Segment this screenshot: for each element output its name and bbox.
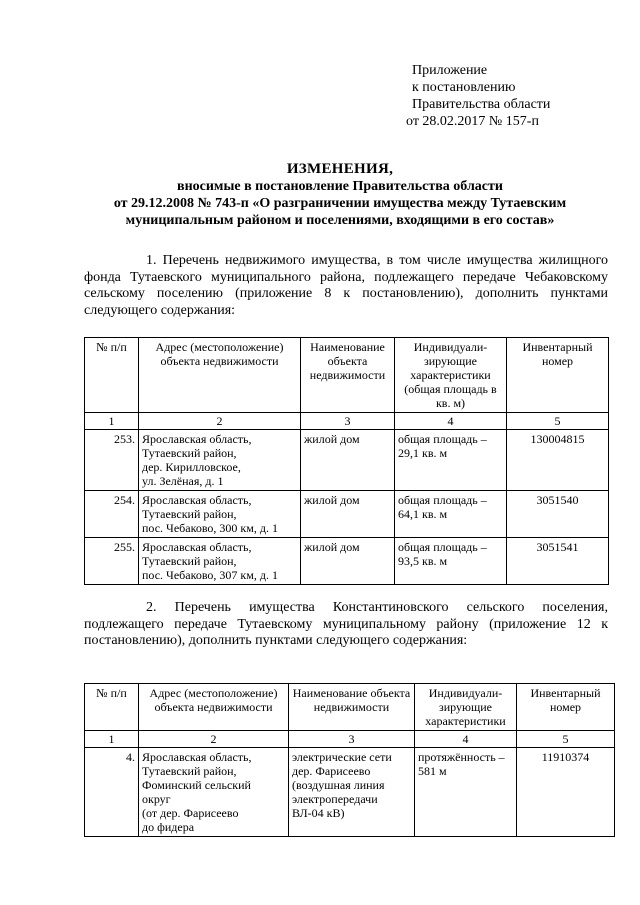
characteristics-line: общая площадь –	[398, 432, 487, 446]
appendix-line: к постановлению	[412, 80, 516, 95]
characteristics-line: общая площадь –	[398, 493, 487, 507]
characteristics-cell	[395, 538, 507, 585]
appendix-block	[406, 62, 551, 130]
address-line: дер. Кирилловское,	[142, 460, 241, 474]
address-line: Ярославская область,	[142, 432, 252, 446]
column-number: 3	[301, 413, 395, 430]
column-number: 3	[289, 731, 415, 748]
document-title	[60, 161, 620, 229]
address-cell	[139, 491, 301, 538]
characteristics-line: 29,1 кв. м	[398, 446, 448, 460]
table-row	[85, 748, 615, 837]
address-cell	[139, 538, 301, 585]
header-cell: Наименование объекта недвижимости	[289, 684, 415, 731]
characteristics-line: протяжённость –	[418, 750, 505, 764]
table-header-row	[85, 684, 615, 731]
header-cell: Индивидуали-зирующие характеристики	[415, 684, 517, 731]
column-number: 1	[85, 413, 139, 430]
column-number: 4	[395, 413, 507, 430]
header-cell: Адрес (местоположение) объекта недвижимости	[139, 684, 289, 731]
title-line: вносимые в постановление Правительства области	[177, 179, 503, 194]
characteristics-cell	[395, 491, 507, 538]
column-number: 5	[517, 731, 615, 748]
characteristics-cell	[395, 430, 507, 491]
object-name-line: электропередачи	[292, 792, 378, 806]
address-cell	[139, 748, 289, 837]
address-line: Тутаевский район,	[142, 507, 237, 521]
appendix-date: от 28.02.2017 № 157-п	[406, 114, 539, 129]
table-row	[85, 430, 609, 491]
address-line: Тутаевский район,	[142, 764, 237, 778]
header-cell: Наименование объекта недвижимости	[301, 338, 395, 413]
characteristics-line: 581 м	[418, 764, 447, 778]
address-line: до фидера	[142, 820, 195, 834]
column-number: 2	[139, 731, 289, 748]
title-line: от 29.12.2008 № 743-п «О разграничении имущества между Тутаевским	[113, 196, 567, 211]
header-cell: № п/п	[85, 684, 139, 731]
header-cell: № п/п	[85, 338, 139, 413]
address-line: пос. Чебаково, 307 км, д. 1	[142, 568, 278, 582]
object-name-line: ВЛ-04 кВ)	[292, 806, 345, 820]
address-line: Тутаевский район,	[142, 446, 237, 460]
inventory-number-cell: 11910374	[517, 748, 615, 837]
characteristics-line: 93,5 кв. м	[398, 554, 448, 568]
object-name-line: дер. Фарисеево	[292, 764, 371, 778]
section2-table	[84, 683, 615, 837]
object-name-cell	[289, 748, 415, 837]
header-cell: Инвентарный номер	[517, 684, 615, 731]
table-row	[85, 491, 609, 538]
column-number-row	[85, 731, 615, 748]
address-line: округ	[142, 792, 171, 806]
table-header-row	[85, 338, 609, 413]
section1-paragraph: 1. Перечень недвижимого имущества, в том числе имущества жилищного фонда Тутаевского муниципального района, подлежащего передаче Чебаковскому сельскому поселению (приложение 8 к постановлению), дополнить пунктами следующего содержания:	[84, 253, 608, 318]
address-line: пос. Чебаково, 300 км, д. 1	[142, 521, 278, 535]
column-number: 5	[507, 413, 609, 430]
object-name-cell: жилой дом	[301, 430, 395, 491]
row-number: 254.	[85, 491, 139, 538]
address-line: Ярославская область,	[142, 750, 252, 764]
column-number-row	[85, 413, 609, 430]
header-cell: Адрес (местоположение) объекта недвижимости	[139, 338, 301, 413]
object-name-line: электрические сети	[292, 750, 392, 764]
inventory-number-cell: 3051541	[507, 538, 609, 585]
title-main: ИЗМЕНЕНИЯ,	[286, 161, 394, 177]
appendix-line: Приложение	[412, 63, 488, 78]
address-cell	[139, 430, 301, 491]
characteristics-line: 64,1 кв. м	[398, 507, 448, 521]
table-row	[85, 538, 609, 585]
object-name-line: (воздушная линия	[292, 778, 385, 792]
characteristics-cell	[415, 748, 517, 837]
section2-paragraph: 2. Перечень имущества Константиновского сельского поселения, подлежащего передаче Тутаевскому муниципальному району (приложение 12 к постановлению), дополнить пунктами следующего содержания:	[84, 600, 608, 648]
address-line: (от дер. Фарисеево	[142, 806, 239, 820]
header-cell: Индивидуали-зирующие характеристики (общая площадь в кв. м)	[395, 338, 507, 413]
address-line: ул. Зелёная, д. 1	[142, 474, 224, 488]
column-number: 2	[139, 413, 301, 430]
row-number: 4.	[85, 748, 139, 837]
address-line: Тутаевский район,	[142, 554, 237, 568]
address-line: Ярославская область,	[142, 493, 252, 507]
column-number: 4	[415, 731, 517, 748]
address-line: Ярославская область,	[142, 540, 252, 554]
inventory-number-cell: 3051540	[507, 491, 609, 538]
header-cell: Инвентарный номер	[507, 338, 609, 413]
address-line: Фоминский сельский	[142, 778, 251, 792]
row-number: 255.	[85, 538, 139, 585]
object-name-cell: жилой дом	[301, 538, 395, 585]
object-name-cell: жилой дом	[301, 491, 395, 538]
column-number: 1	[85, 731, 139, 748]
title-line: муниципальным районом и поселениями, входящими в его состав»	[125, 213, 555, 228]
section1-table	[84, 337, 609, 585]
characteristics-line: общая площадь –	[398, 540, 487, 554]
inventory-number-cell: 130004815	[507, 430, 609, 491]
appendix-line: Правительства области	[412, 97, 551, 112]
row-number: 253.	[85, 430, 139, 491]
